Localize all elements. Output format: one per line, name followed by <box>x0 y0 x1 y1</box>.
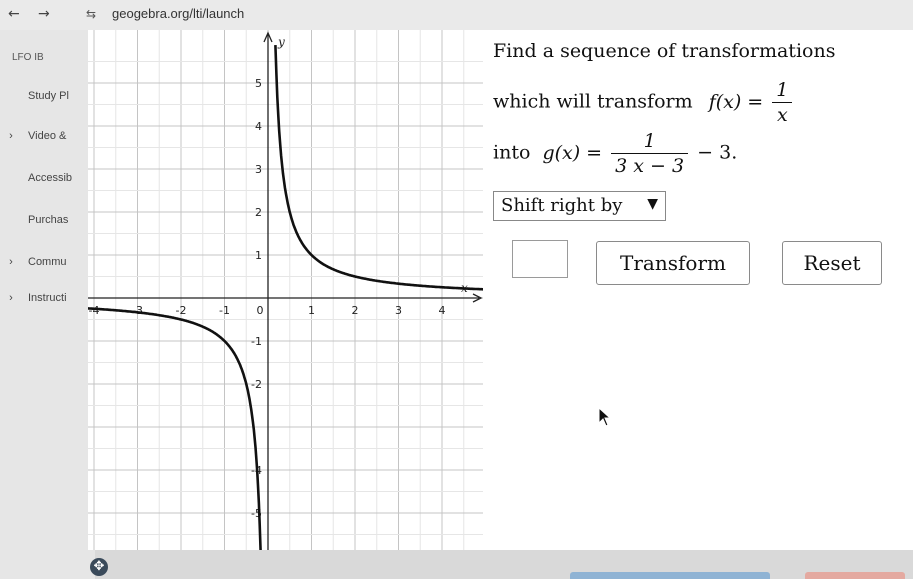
y-tick-label: 4 <box>255 120 262 133</box>
site-settings-icon[interactable]: ⇆ <box>86 7 97 21</box>
curve-branch-positive <box>275 45 483 289</box>
chevron-right-icon: › <box>9 292 13 304</box>
graph-view[interactable] <box>88 30 483 550</box>
back-arrow-icon[interactable]: ← <box>8 6 20 22</box>
mouse-pointer-icon <box>598 407 612 427</box>
task-text: into <box>493 141 531 164</box>
x-tick-label: -3 <box>132 304 143 317</box>
f-numerator: 1 <box>772 78 792 103</box>
chevron-right-icon: › <box>9 130 13 142</box>
curve-branch-negative <box>88 308 261 550</box>
y-tick-label: 2 <box>255 206 262 219</box>
sidebar-item-purchase[interactable] <box>0 214 95 226</box>
amount-input[interactable] <box>512 240 568 278</box>
y-tick-label: -1 <box>251 335 262 348</box>
sidebar-item-label: Commu <box>28 256 67 268</box>
g-fraction <box>611 129 688 178</box>
forward-arrow-icon[interactable]: → <box>38 6 50 22</box>
x-tick-label: -1 <box>219 304 230 317</box>
sidebar-item-instructor[interactable] <box>0 292 95 304</box>
y-tick-label: -4 <box>251 464 262 477</box>
g-numerator: 1 <box>611 129 688 154</box>
g-lhs: g(x) = <box>542 141 603 164</box>
select-value: Shift right by <box>501 195 623 216</box>
sidebar-item-label: Instructi <box>28 292 67 304</box>
sidebar-item-label: Video & <box>28 130 67 142</box>
y-axis-label: y <box>278 35 285 49</box>
x-tick-label: 0 <box>256 304 264 317</box>
sidebar-item-video[interactable] <box>0 130 95 142</box>
y-tick-label: 5 <box>255 77 262 90</box>
x-tick-label: -2 <box>175 304 187 317</box>
sidebar-item-accessibility[interactable] <box>0 172 95 184</box>
address-bar[interactable]: geogebra.org/lti/launch <box>112 6 245 21</box>
x-tick-label: 4 <box>438 304 446 317</box>
y-tick-label: -2 <box>251 378 262 391</box>
y-tick-label: 3 <box>255 163 262 176</box>
y-tick-label: -5 <box>251 507 262 520</box>
course-logo: LFO IB <box>12 52 44 63</box>
x-tick-label: -4 <box>88 304 100 317</box>
g-suffix: − 3. <box>697 141 738 164</box>
transform-button[interactable]: Transform <box>596 241 750 285</box>
task-line-2 <box>493 78 795 127</box>
browser-toolbar <box>0 0 913 30</box>
x-tick-label: 2 <box>351 304 359 317</box>
sidebar-item-study-plan[interactable] <box>0 90 95 102</box>
f-lhs: f(x) = <box>708 90 764 113</box>
g-denominator: 3 x − 3 <box>615 155 685 177</box>
bottom-panel-tab[interactable] <box>570 572 770 579</box>
sidebar-item-community[interactable] <box>0 256 95 268</box>
x-tick-label: 1 <box>308 304 315 317</box>
y-tick-label: 1 <box>255 249 262 262</box>
chevron-right-icon: › <box>9 256 13 268</box>
f-denominator: x <box>776 104 788 126</box>
x-axis-label: x <box>461 281 468 295</box>
sidebar-item-label: Study Pl <box>28 90 69 102</box>
geogebra-applet <box>88 30 913 550</box>
sidebar-item-label: Accessib <box>28 172 73 184</box>
move-handle-icon[interactable]: ✥ <box>90 558 108 576</box>
f-fraction <box>772 78 792 127</box>
chevron-down-icon: ▼ <box>647 196 658 212</box>
transformation-select[interactable] <box>493 191 666 221</box>
course-sidebar <box>0 30 95 579</box>
task-line-1: Find a sequence of transformations <box>493 40 836 62</box>
x-tick-label: 3 <box>395 304 402 317</box>
task-line-3 <box>493 129 737 178</box>
bottom-panel-tab-alt[interactable] <box>805 572 905 579</box>
task-text: which will transform <box>493 90 693 113</box>
sidebar-item-label: Purchas <box>28 214 69 226</box>
reset-button[interactable]: Reset <box>782 241 882 285</box>
